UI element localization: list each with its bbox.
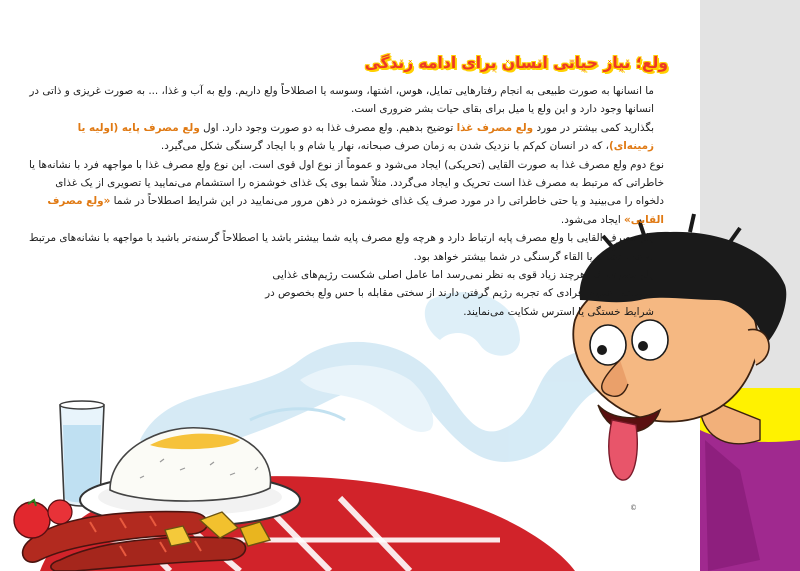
paragraph-2-part-c: ، که در انسان کم‌کم با نزدیک شدن به زمان صرف صبحانه، نهار یا شام و با ایجاد گرسنگی شکل می‌گیرد. (160, 140, 609, 153)
highlight-induced-craving: «ولع مصرف القایی» (47, 195, 664, 226)
paragraph-4: ولع مصرف القایی با ولع مصرف پایه ارتباط دارد و هرچه ولع مصرف پایه شما بیشتر باشد یا اصطلاحاً گرسنه‌تر باشید با مواجهه با نشانه‌های مرتبط به غذا، تشدید یا القاء گرسنگی در شما بیشتر خواهد بود. (28, 232, 654, 263)
paragraph-2-part-a: بگذارید کمی بیشتر در مورد (536, 121, 654, 134)
paragraph-3-part-a: نوع دوم ولع مصرف غذا به صورت القایی (تحریکی) ایجاد می‌شود و عموماً از نوع اول قوی است. این نوع ولع مصرف غذا با مواجهه فرد با نشانه‌ها یا خاطراتی که مرتبط به مصرف غذا است تحریک و ایجاد می‌گردد. مثلاً شما بوی یک غذای خوشمزه را استشمام می‌نمایید یا تصویری از یک غذای دلخواه را می‌بینید و یا حتی خاطراتی را در مورد صرف یک غذای خوشمزه در ذهن مرور می‌نمایید در این شرایط اصطلاحاً در شما (29, 158, 664, 208)
body-text (28, 82, 664, 321)
page-title: ولع؛ نیاز حیاتی انسان برای ادامه زندگی (364, 54, 668, 72)
paragraph-5: ولع مصرف غذا هرچند زیاد قوی به نظر نمی‌رسد اما عامل اصلی شکست رژیم‌های غذایی می‌باشد. عموم افرادی که تجربه رژیم گرفتن دارند از سختی مقابله با حس ولع بخصوص در شرایط خستگی یا استرس شکایت می‌نمایند. (265, 269, 654, 318)
paragraph-2-part-b: توضیح بدهیم. ولع مصرف غذا به دو صورت وجود دارد. اول (203, 121, 454, 134)
paragraph-3-part-b: ایجاد می‌شود. (560, 213, 621, 226)
paragraph-2 (28, 119, 664, 156)
highlight-basal-craving: ولع مصرف پایه (اولیه یا زمینه‌ای) (77, 121, 654, 153)
paragraph-1: ما انسانها به صورت طبیعی به انجام رفتارهایی تمایل، هوس، اشتها، وسوسه یا اصطلاحاً ولع داریم. ولع به آب و غذا، ... به صورت غریزی و ذاتی در انسانها وجود دارد و این ولع یا میل برای بقای حیات بشر ضروری است. (29, 85, 654, 116)
paragraph-3 (28, 156, 664, 230)
highlight-food-craving: ولع مصرف غذا (456, 121, 534, 134)
copyright-mark: © (630, 504, 637, 512)
